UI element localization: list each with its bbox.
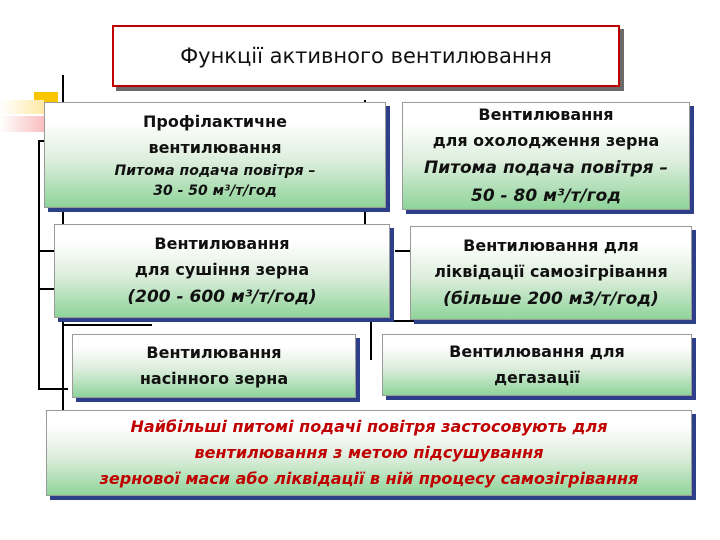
conclusion-box	[46, 410, 692, 496]
cooling-sub1: Питома подача повітря –	[423, 158, 668, 178]
diagram-title	[112, 25, 620, 87]
connector-row3-h	[62, 324, 152, 326]
connector-vertical-inner	[38, 140, 40, 390]
cooling-line2: для охолодження зерна	[432, 131, 660, 150]
seed-line2: насінного зерна	[139, 369, 289, 388]
box-prophylactic	[44, 102, 386, 208]
prophylactic-line2: вентилювання	[148, 138, 282, 157]
connector-row3-right-v	[370, 320, 372, 360]
box-cooling	[402, 102, 690, 210]
connector-row2-right	[395, 250, 411, 252]
degassing-line1: Вентилювання для	[449, 342, 625, 361]
self-heating-sub: (більше 200 м3/т/год)	[443, 289, 659, 309]
drying-line2: для сушіння зерна	[134, 260, 310, 279]
box-seed	[72, 334, 356, 398]
box-self-heating	[410, 226, 692, 320]
drying-line1: Вентилювання	[154, 234, 290, 253]
conclusion-line2: вентилювання з метою підсушування	[194, 443, 544, 462]
conclusion-line3: зернової маси або ліквідації в ній процесу самозігрівання	[99, 469, 639, 488]
prophylactic-line1: Профілактичне	[143, 112, 287, 131]
degassing-line2: дегазації	[494, 368, 580, 387]
decor-yellow-stripe	[0, 100, 44, 114]
connector-row3-right-h	[370, 320, 540, 322]
cooling-line1: Вентилювання	[478, 105, 614, 124]
prophylactic-sub1: Питома подача повітря –	[114, 163, 316, 179]
drying-sub: (200 - 600 м³/т/год)	[127, 287, 317, 307]
box-drying	[54, 224, 390, 318]
title-text: Функції активного вентилювання	[180, 44, 552, 68]
prophylactic-sub2: 30 - 50 м³/т/год	[153, 183, 277, 199]
self-heating-line2: ліквідації самозігрівання	[434, 262, 668, 281]
seed-line1: Вентилювання	[146, 343, 282, 362]
connector-bottom	[38, 388, 68, 390]
conclusion-line1: Найбільші питомі подачі повітря застосовують для	[130, 417, 608, 436]
box-degassing	[382, 334, 692, 396]
self-heating-line1: Вентилювання для	[463, 236, 639, 255]
cooling-sub2: 50 - 80 м³/т/год	[470, 186, 622, 206]
